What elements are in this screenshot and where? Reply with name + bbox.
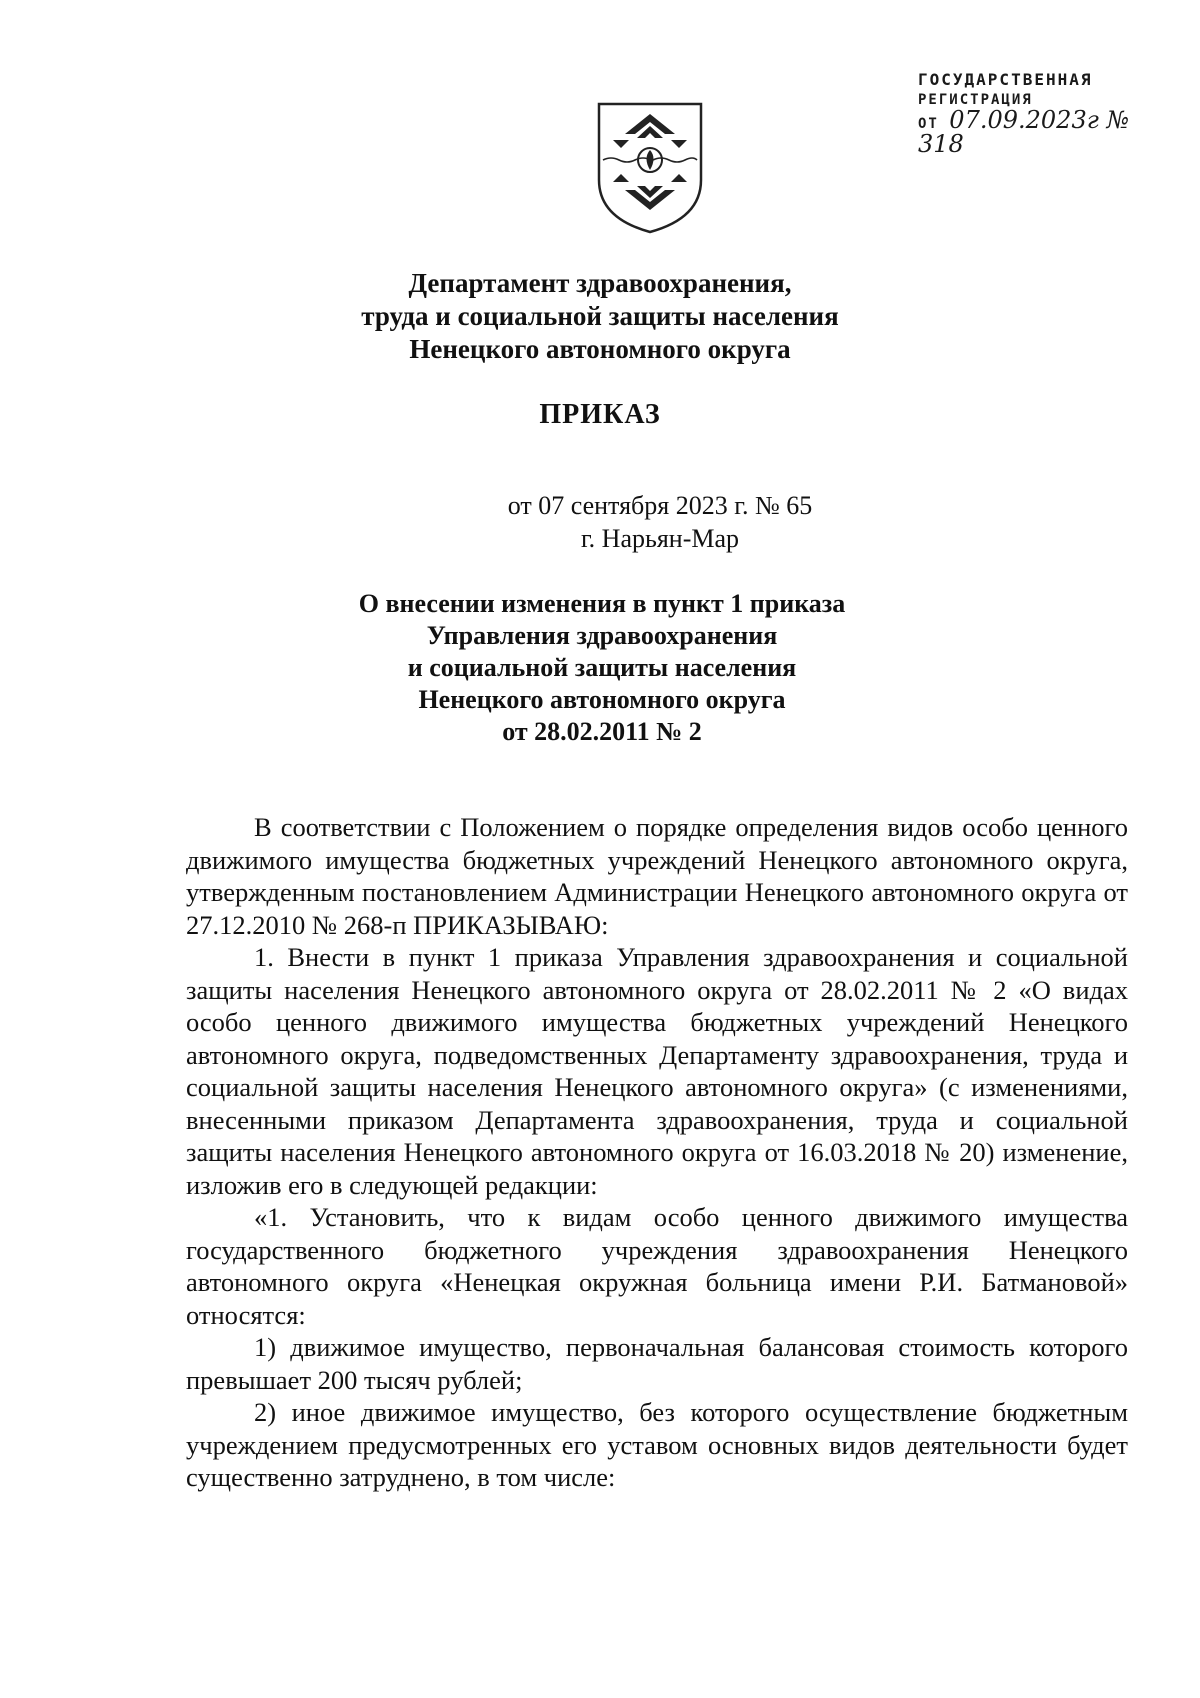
stamp-line-1: ГОСУДАРСТВЕННАЯ: [918, 70, 1093, 89]
department-line-2: труда и социальной защиты населения: [361, 301, 839, 331]
department-name: [0, 267, 1200, 366]
stamp-prefix: ОТ: [918, 116, 939, 132]
paragraph-preamble: В соответствии с Положением о порядке определения видов особо ценного движимого имущества бюджетных учреждений Ненецкого автономного округа, утвержденным постановлением Администрации Ненецкого автономного округа от 27.12.2010 № 268-п ПРИКАЗЫВАЮ:: [186, 812, 1128, 940]
stamp-line-2: РЕГИСТРАЦИЯ: [918, 92, 1033, 108]
document-type: ПРИКАЗ: [539, 399, 661, 430]
title-line-2: Управления здравоохранения: [426, 621, 778, 650]
paragraph-subitem-2: 2) иное движимое имущество, без которого осуществление бюджетным учреждением предусмотренных его уставом основных видов деятельности будет существенно затруднено, в том числе:: [186, 1397, 1128, 1492]
title-line-3: и социальной защиты населения: [407, 653, 797, 682]
title-line-1: О внесении изменения в пункт 1 приказа: [358, 589, 846, 618]
title-line-4: Ненецкого автономного округа: [418, 685, 786, 714]
paragraph-item-1: 1. Внести в пункт 1 приказа Управления здравоохранения и социальной защиты населения Ненецкого автономного округа от 28.02.2011 № 2 «О видах особо ценного движимого имущества бюджетных учреждений Ненецкого автономного округа, подведомственных Департаменту здравоохранения, труда и социальной защиты населения Ненецкого автономного округа» (с изменениями, внесенными приказом Департамента здравоохранения, труда и социальной защиты населения Ненецкого автономного округа от 16.03.2018 № 20) изменение, изложив его в следующей редакции:: [186, 942, 1128, 1200]
paragraph-subitem-1: 1) движимое имущество, первоначальная балансовая стоимость которого превышает 200 тысяч рублей;: [186, 1332, 1128, 1395]
paragraph-new-wording: «1. Установить, что к видам особо ценного движимого имущества государственного бюджетного учреждения здравоохранения Ненецкого автономного округа «Ненецкая окружная больница имени Р.И. Батмановой» относятся:: [186, 1202, 1128, 1330]
document-date: от 07 сентября 2023 г. № 65: [507, 491, 813, 520]
department-line-1: Департамент здравоохранения,: [408, 268, 792, 298]
document-body: [186, 811, 1128, 1494]
stamp-handwritten-number: 07.09.2023г № 318: [918, 106, 1130, 158]
document-title: [2, 588, 1200, 748]
coat-of-arms-icon: [595, 100, 705, 235]
document-city: г. Нарьян-Мар: [580, 524, 740, 553]
department-line-3: Ненецкого автономного округа: [409, 334, 791, 364]
registration-stamp: [918, 70, 1178, 158]
document-date-block: [60, 489, 1200, 555]
title-line-5: от 28.02.2011 № 2: [502, 717, 702, 746]
